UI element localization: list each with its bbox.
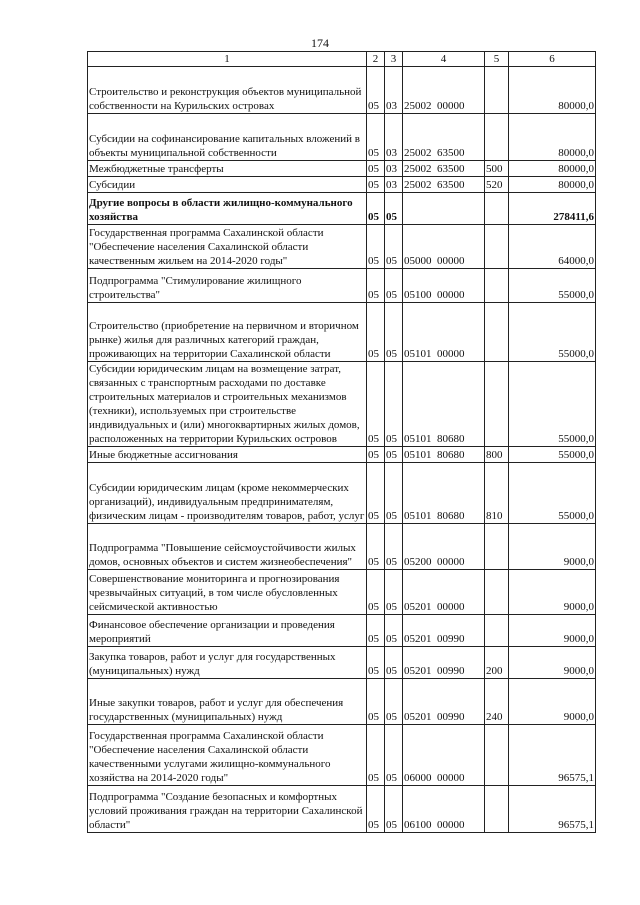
expense-type-cell (485, 524, 509, 570)
amount-cell: 80000,0 (509, 177, 596, 193)
table-row (88, 269, 596, 303)
expense-type-cell (485, 269, 509, 303)
table-row (88, 679, 596, 725)
section-code-cell: 05 (367, 679, 385, 725)
table-row (88, 362, 596, 447)
scan-noise (30, 869, 290, 893)
subsection-code-cell: 05 (385, 524, 403, 570)
table-row (88, 615, 596, 647)
section-code-cell: 05 (367, 269, 385, 303)
target-article-cell: 25002 63500 (403, 161, 485, 177)
section-code-cell: 05 (367, 570, 385, 615)
section-code-cell: 05 (367, 303, 385, 362)
subsection-code-cell: 05 (385, 615, 403, 647)
amount-cell: 80000,0 (509, 114, 596, 161)
table-row (88, 225, 596, 269)
amount-cell: 9000,0 (509, 615, 596, 647)
subsection-code-cell: 05 (385, 225, 403, 269)
expense-type-cell: 800 (485, 447, 509, 463)
subsection-code-cell: 05 (385, 269, 403, 303)
row-name-cell: Субсидии юридическим лицам на возмещение затрат, связанных с транспортным расходами по доставке строительных материалов и строительных механизмов (техники), используемых при строительстве индивидуальных и (или) многоквартирных жилых домов, расположенных на территории Курильских островов (88, 362, 367, 447)
section-code-cell: 05 (367, 362, 385, 447)
row-name-cell: Совершенствование мониторинга и прогнозирования чрезвычайных ситуаций, в том числе обусловленных сейсмической активностью (88, 570, 367, 615)
row-name-cell: Строительство и реконструкция объектов муниципальной собственности на Курильских островах (88, 67, 367, 114)
budget-table (87, 51, 596, 833)
table-row (88, 193, 596, 225)
expense-type-cell (485, 67, 509, 114)
table-row (88, 177, 596, 193)
row-name-cell: Иные бюджетные ассигнования (88, 447, 367, 463)
subsection-code-cell: 05 (385, 679, 403, 725)
target-article-cell: 05101 00000 (403, 303, 485, 362)
expense-type-cell: 520 (485, 177, 509, 193)
subsection-code-cell: 03 (385, 177, 403, 193)
section-code-cell: 05 (367, 193, 385, 225)
expense-type-cell: 200 (485, 647, 509, 679)
row-name-cell: Закупка товаров, работ и услуг для государственных (муниципальных) нужд (88, 647, 367, 679)
subsection-code-cell: 03 (385, 67, 403, 114)
target-article-cell: 05201 00000 (403, 570, 485, 615)
target-article-cell: 05200 00000 (403, 524, 485, 570)
row-name-cell: Подпрограмма "Повышение сейсмоустойчивости жилых домов, основных объектов и систем жизнеобеспечения" (88, 524, 367, 570)
subsection-code-cell: 05 (385, 362, 403, 447)
section-code-cell: 05 (367, 177, 385, 193)
section-code-cell: 05 (367, 725, 385, 786)
table-row (88, 463, 596, 524)
row-name-cell: Подпрограмма "Создание безопасных и комфортных условий проживания граждан на территории Сахалинской области" (88, 786, 367, 833)
target-article-cell: 06100 00000 (403, 786, 485, 833)
section-code-cell: 05 (367, 463, 385, 524)
amount-cell: 9000,0 (509, 570, 596, 615)
section-code-cell: 05 (367, 647, 385, 679)
target-article-cell: 25002 00000 (403, 67, 485, 114)
table-row (88, 725, 596, 786)
target-article-cell: 25002 63500 (403, 177, 485, 193)
column-header: 6 (509, 52, 596, 67)
section-code-cell: 05 (367, 786, 385, 833)
amount-cell: 9000,0 (509, 647, 596, 679)
target-article-cell (403, 193, 485, 225)
expense-type-cell: 500 (485, 161, 509, 177)
table-row (88, 161, 596, 177)
row-name-cell: Финансовое обеспечение организации и проведения мероприятий (88, 615, 367, 647)
amount-cell: 9000,0 (509, 679, 596, 725)
target-article-cell: 06000 00000 (403, 725, 485, 786)
subsection-code-cell: 03 (385, 114, 403, 161)
subsection-code-cell: 05 (385, 570, 403, 615)
column-header: 3 (385, 52, 403, 67)
expense-type-cell (485, 786, 509, 833)
expense-type-cell (485, 570, 509, 615)
row-name-cell: Подпрограмма "Стимулирование жилищного строительства" (88, 269, 367, 303)
table-row (88, 786, 596, 833)
expense-type-cell (485, 362, 509, 447)
expense-type-cell (485, 225, 509, 269)
table-header-row (88, 52, 596, 67)
section-code-cell: 05 (367, 67, 385, 114)
subsection-code-cell: 05 (385, 193, 403, 225)
subsection-code-cell: 05 (385, 647, 403, 679)
table-row (88, 447, 596, 463)
target-article-cell: 05101 80680 (403, 447, 485, 463)
target-article-cell: 05100 00000 (403, 269, 485, 303)
section-code-cell: 05 (367, 114, 385, 161)
expense-type-cell (485, 303, 509, 362)
amount-cell: 80000,0 (509, 161, 596, 177)
row-name-cell: Строительство (приобретение на первичном и вторичном рынке) жилья для различных категорий граждан, проживающих на территории Сахалинской области (88, 303, 367, 362)
amount-cell: 55000,0 (509, 269, 596, 303)
column-header: 2 (367, 52, 385, 67)
row-name-cell: Субсидии (88, 177, 367, 193)
amount-cell: 80000,0 (509, 67, 596, 114)
amount-cell: 96575,1 (509, 725, 596, 786)
target-article-cell: 05201 00990 (403, 647, 485, 679)
target-article-cell: 25002 63500 (403, 114, 485, 161)
amount-cell: 96575,1 (509, 786, 596, 833)
subsection-code-cell: 05 (385, 463, 403, 524)
row-name-cell: Субсидии на софинансирование капитальных вложений в объекты муниципальной собственности (88, 114, 367, 161)
table-row (88, 570, 596, 615)
subsection-code-cell: 05 (385, 447, 403, 463)
amount-cell: 55000,0 (509, 303, 596, 362)
row-name-cell: Иные закупки товаров, работ и услуг для обеспечения государственных (муниципальных) нужд (88, 679, 367, 725)
target-article-cell: 05000 00000 (403, 225, 485, 269)
subsection-code-cell: 05 (385, 303, 403, 362)
amount-cell: 55000,0 (509, 463, 596, 524)
amount-cell: 9000,0 (509, 524, 596, 570)
expense-type-cell (485, 193, 509, 225)
amount-cell: 55000,0 (509, 447, 596, 463)
table-row (88, 303, 596, 362)
expense-type-cell: 240 (485, 679, 509, 725)
table-row (88, 114, 596, 161)
column-header: 4 (403, 52, 485, 67)
subsection-code-cell: 05 (385, 786, 403, 833)
page-number: 174 (311, 36, 329, 50)
target-article-cell: 05201 00990 (403, 615, 485, 647)
table-row (88, 67, 596, 114)
table-row (88, 647, 596, 679)
expense-type-cell: 810 (485, 463, 509, 524)
amount-cell: 64000,0 (509, 225, 596, 269)
row-name-cell: Государственная программа Сахалинской области "Обеспечение населения Сахалинской области качественным жильем на 2014-2020 годы" (88, 225, 367, 269)
section-code-cell: 05 (367, 225, 385, 269)
target-article-cell: 05201 00990 (403, 679, 485, 725)
section-code-cell: 05 (367, 615, 385, 647)
row-name-cell: Другие вопросы в области жилищно-коммунального хозяйства (88, 193, 367, 225)
target-article-cell: 05101 80680 (403, 463, 485, 524)
expense-type-cell (485, 114, 509, 161)
section-code-cell: 05 (367, 447, 385, 463)
expense-type-cell (485, 615, 509, 647)
section-code-cell: 05 (367, 524, 385, 570)
target-article-cell: 05101 80680 (403, 362, 485, 447)
subsection-code-cell: 05 (385, 725, 403, 786)
subsection-code-cell: 03 (385, 161, 403, 177)
section-code-cell: 05 (367, 161, 385, 177)
expense-type-cell (485, 725, 509, 786)
amount-cell: 278411,6 (509, 193, 596, 225)
table-row (88, 524, 596, 570)
row-name-cell: Государственная программа Сахалинской области "Обеспечение населения Сахалинской области качественными услугами жилищно-коммунального хозяйства на 2014-2020 годы" (88, 725, 367, 786)
column-header: 1 (88, 52, 367, 67)
row-name-cell: Субсидии юридическим лицам (кроме некоммерческих организаций), индивидуальным предпринимателям, физическим лицам - производителям товаров, работ, услуг (88, 463, 367, 524)
amount-cell: 55000,0 (509, 362, 596, 447)
row-name-cell: Межбюджетные трансферты (88, 161, 367, 177)
column-header: 5 (485, 52, 509, 67)
